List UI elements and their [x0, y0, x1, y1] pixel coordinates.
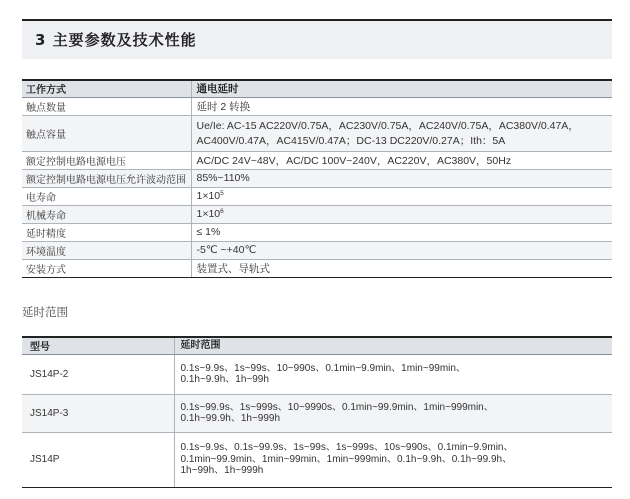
range-line: 0.1s~9.9s、1s~99s、10~990s、0.1min~9.9min、1min~99min、	[180, 362, 466, 374]
row-label: 安装方式	[22, 259, 191, 277]
row-label: 环境温度	[22, 241, 191, 259]
range-line: 0.1h~99.9h、1h~999h	[180, 413, 281, 424]
row-label: 机械寿命	[22, 205, 191, 223]
table-row	[22, 394, 612, 432]
range-cell	[174, 394, 612, 432]
table-row	[22, 115, 612, 151]
table-row	[22, 151, 612, 169]
header-delay-range: 延时范围	[174, 337, 612, 354]
row-value	[191, 205, 612, 223]
row-value: 延时 2 转换	[191, 97, 612, 115]
table-row	[22, 223, 612, 241]
row-value	[191, 115, 612, 151]
row-label: 额定控制电路电源电压允许波动范围	[22, 169, 191, 187]
model-cell: JS14P-3	[22, 394, 174, 432]
table-row	[22, 432, 612, 487]
table-row	[22, 187, 612, 205]
header-work-mode: 工作方式	[22, 80, 191, 97]
header-work-mode-value: 通电延时	[191, 80, 612, 97]
value-exponent: 6	[220, 208, 224, 215]
range-line: 0.1s~99.9s、1s~999s、10~9990s、0.1min~99.9min、1min~999min、	[180, 401, 494, 413]
row-label: 触点容量	[22, 115, 191, 151]
model-cell: JS14P-2	[22, 354, 174, 394]
row-value: AC/DC 24V~48V，AC/DC 100V~240V，AC220V，AC380V，50Hz	[191, 151, 612, 169]
row-value: -5℃ ~+40℃	[191, 241, 612, 259]
range-cell	[174, 432, 612, 487]
table-row	[22, 259, 612, 277]
section-title: 3 主要参数及技术性能	[35, 31, 197, 49]
value-exponent: 5	[220, 190, 224, 197]
range-line: 0.1h~9.9h、1h~99h	[180, 374, 269, 385]
value-base: 1×10	[196, 208, 221, 220]
range-line: 0.1s~9.9s、0.1s~99.9s、1s~99s、1s~999s、10s~990s、0.1min~9.9min、	[180, 442, 514, 454]
parameters-table	[22, 79, 612, 278]
delay-range-heading: 延时范围	[22, 305, 68, 319]
table-row	[22, 241, 612, 259]
row-label: 延时精度	[22, 223, 191, 241]
row-label: 额定控制电路电源电压	[22, 151, 191, 169]
range-line: 1h~99h、1h~999h	[180, 465, 264, 477]
row-label: 电寿命	[22, 187, 191, 205]
value-line: AC400V/0.47A，AC415V/0.47A；DC-13 DC220V/0.27A；Ith：5A	[196, 135, 506, 147]
table-header-row	[22, 337, 612, 354]
table-header-row	[22, 80, 612, 97]
table-row	[22, 97, 612, 115]
table-row	[22, 354, 612, 394]
row-value	[191, 187, 612, 205]
range-line: 0.1min~99.9min、1min~99min、1min~999min、0.1h~9.9h、0.1h~99.9h、	[180, 453, 513, 465]
range-cell	[174, 354, 612, 394]
section-header	[22, 19, 612, 59]
row-value: 85%~110%	[191, 169, 612, 187]
delay-range-table	[22, 336, 612, 488]
row-value: ≤ 1%	[191, 223, 612, 241]
header-model: 型号	[22, 337, 174, 354]
value-line: Ue/Ie: AC-15 AC220V/0.75A，AC230V/0.75A，AC240V/0.75A，AC380V/0.47A，	[196, 120, 579, 132]
row-value: 装置式、导轨式	[191, 259, 612, 277]
model-cell: JS14P	[22, 432, 174, 487]
table-row	[22, 205, 612, 223]
row-label: 触点数量	[22, 97, 191, 115]
table-row	[22, 169, 612, 187]
value-base: 1×10	[196, 190, 221, 202]
